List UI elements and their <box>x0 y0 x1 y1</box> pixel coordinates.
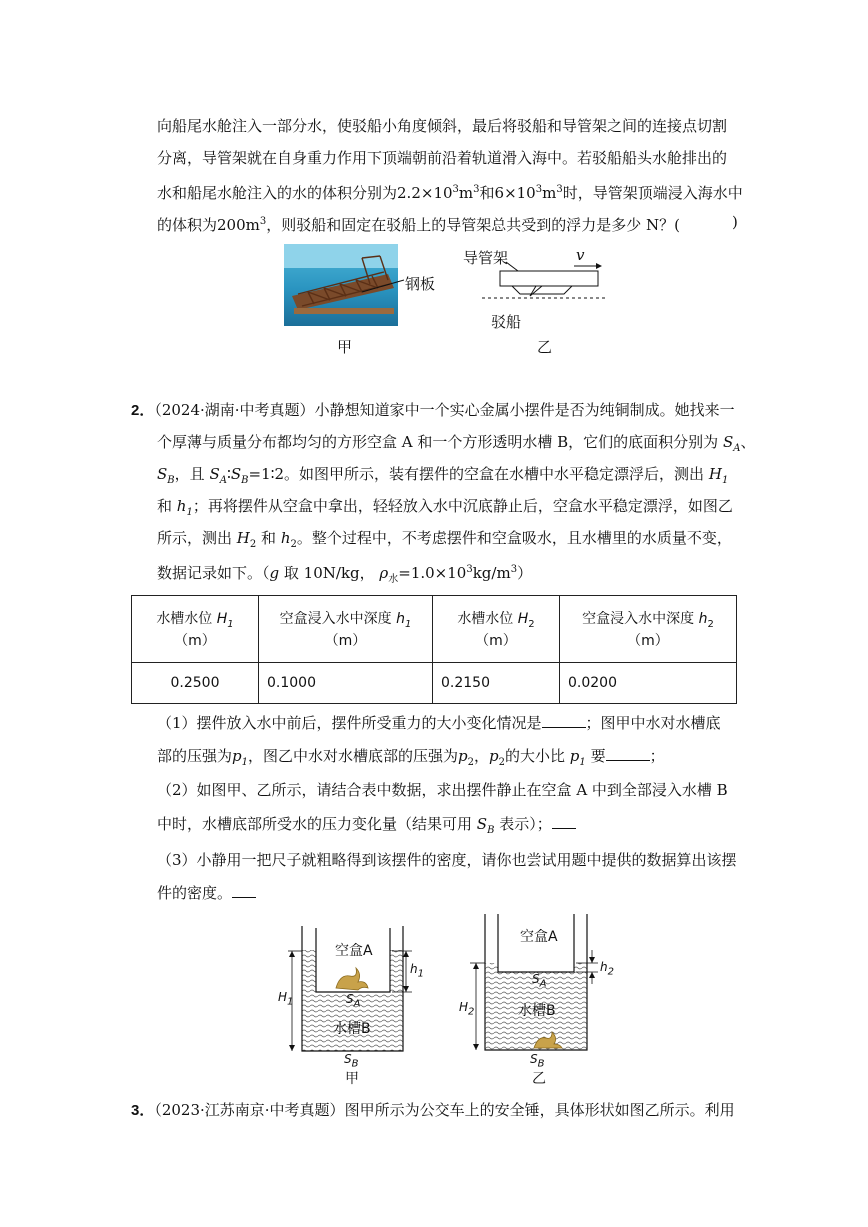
box-a-label-a: 空盒A <box>335 943 373 959</box>
box-a-label-b: 空盒A <box>520 929 558 945</box>
q2-sub1-line-1: （1）摆件放入水中前后，摆件所受重力的大小变化情况是 ；图甲中水对水槽底 <box>157 714 721 732</box>
q2-sub2-line-2: 中时，水槽底部所受水的压力变化量（结果可用 $S_B$ 表示）； <box>157 814 576 841</box>
table-cell: 0.1000 <box>259 663 433 704</box>
sb-label-a: $S_B$ <box>344 1052 359 1070</box>
fig1-caption-b: 乙 <box>537 338 553 356</box>
q2-sub1-line-2: 部的压强为$p_1$，图乙中水对水槽底部的压强为$p_2$，$p_2$的大小比 $p_1$ 要 ； <box>157 747 665 768</box>
answer-blank[interactable] <box>606 746 650 761</box>
steel-plate-label: 钢板 <box>405 275 436 293</box>
sb-label-b: $S_B$ <box>530 1052 545 1070</box>
H2-label: $H_2$ <box>459 1000 475 1018</box>
table-header-cell: 水槽水位 $H_1(m)$ <box>132 596 259 663</box>
velocity-label: v <box>576 246 585 264</box>
jacket-label: 导管架 <box>463 249 509 267</box>
q1-line-3: 水和船尾水舱注入的水的体积分别为$2.2\times 10^3m^3$和$6\times 10^3m^3$时，导管架顶端浸入海水中 <box>157 184 743 202</box>
q2-line-3: $S_B$，且 $S_A∶S_B=1∶2$。如图甲所示，装有摆件的空盒在水槽中水平稳定漂浮后，测出 $H_1$ <box>157 465 729 486</box>
answer-blank[interactable] <box>232 883 256 898</box>
table-header-row <box>132 596 737 663</box>
q2-sub2-line-1: （2）如图甲、乙所示，请结合表中数据，求出摆件静止在空盒 A 中到全部浸入水槽 B <box>157 781 728 799</box>
q2-line-6: 数据记录如下。（g 取 10N/kg， $\rho_水=1.0\times 10^3kg/m^3$） <box>157 564 533 585</box>
tank-b-label-a: 水槽B <box>333 1021 371 1037</box>
q2-line-1: 2．（2024·湖南·中考真题）小静想知道家中一个实心金属小摆件是否为纯铜制成。她找来一 <box>131 401 735 419</box>
answer-blank[interactable] <box>552 814 576 829</box>
fig2-caption-a: 甲 <box>345 1071 359 1087</box>
fig1-caption-a: 甲 <box>337 338 353 356</box>
steel-plate-leader-line <box>360 270 410 300</box>
data-table <box>131 595 737 704</box>
H1-label: $H_1$ <box>278 990 294 1008</box>
answer-blank[interactable] <box>542 713 586 728</box>
q2-line-4: 和 $h_1$；再将摆件从空盒中拿出，轻轻放入水中沉底静止后，空盒水平稳定漂浮，如图乙 <box>157 497 733 518</box>
table-header-cell: 空盒浸入水中深度 $h_2$ （m） <box>560 596 737 663</box>
table-cell: 0.2500 <box>132 663 259 704</box>
q2-sub3-line-1: （3）小静用一把尺子就粗略得到该摆件的密度，请你也尝试用题中提供的数据算出该摆 <box>157 851 737 869</box>
h1-label: $h_1$ <box>410 962 424 980</box>
sa-label-a: $S_A$ <box>346 992 361 1010</box>
q1-answer-paren-close: ) <box>732 213 738 231</box>
table-header-cell: 空盒浸入水中深度 $h_1$ （m） <box>259 596 433 663</box>
barge-label: 驳船 <box>491 313 522 331</box>
fig2-caption-b: 乙 <box>532 1071 546 1087</box>
q3-line-1: 3．（2023·江苏南京·中考真题）图甲所示为公交车上的安全锤，具体形状如图乙所示。利用 <box>131 1101 735 1119</box>
table-cell: 0.0200 <box>560 663 737 704</box>
table-row <box>132 663 737 704</box>
tank-b-label-b: 水槽B <box>518 1003 556 1019</box>
sa-label-b: $S_A$ <box>532 972 547 990</box>
table-header-cell: 水槽水位 $H_2(m)$ <box>433 596 560 663</box>
q1-line-1: 向船尾水舱注入一部分水，使驳船小角度倾斜，最后将驳船和导管架之间的连接点切割 <box>157 117 728 135</box>
q2-line-2: 个厚薄与质量分布都均匀的方形空盒 A 和一个方形透明水槽 B，它们的底面积分别为 $S_A$、 <box>157 433 756 454</box>
q1-line-4: 的体积为$200m^3$，则驳船和固定在驳船上的导管架总共受到的浮力是多少 N？( <box>157 216 680 234</box>
q1-line-2: 分离，导管架就在自身重力作用下顶端朝前沿着轨道滑入海中。若驳船船头水舱排出的 <box>157 149 728 167</box>
h2-label: $h_2$ <box>600 960 614 978</box>
q2-sub3-line-2: 件的密度。 <box>157 883 256 903</box>
q2-line-5: 所示，测出 $H_2$ 和 $h_2$。整个过程中，不考虑摆件和空盒吸水，且水槽里的水质量不变， <box>157 529 732 550</box>
table-cell: 0.2150 <box>433 663 560 704</box>
